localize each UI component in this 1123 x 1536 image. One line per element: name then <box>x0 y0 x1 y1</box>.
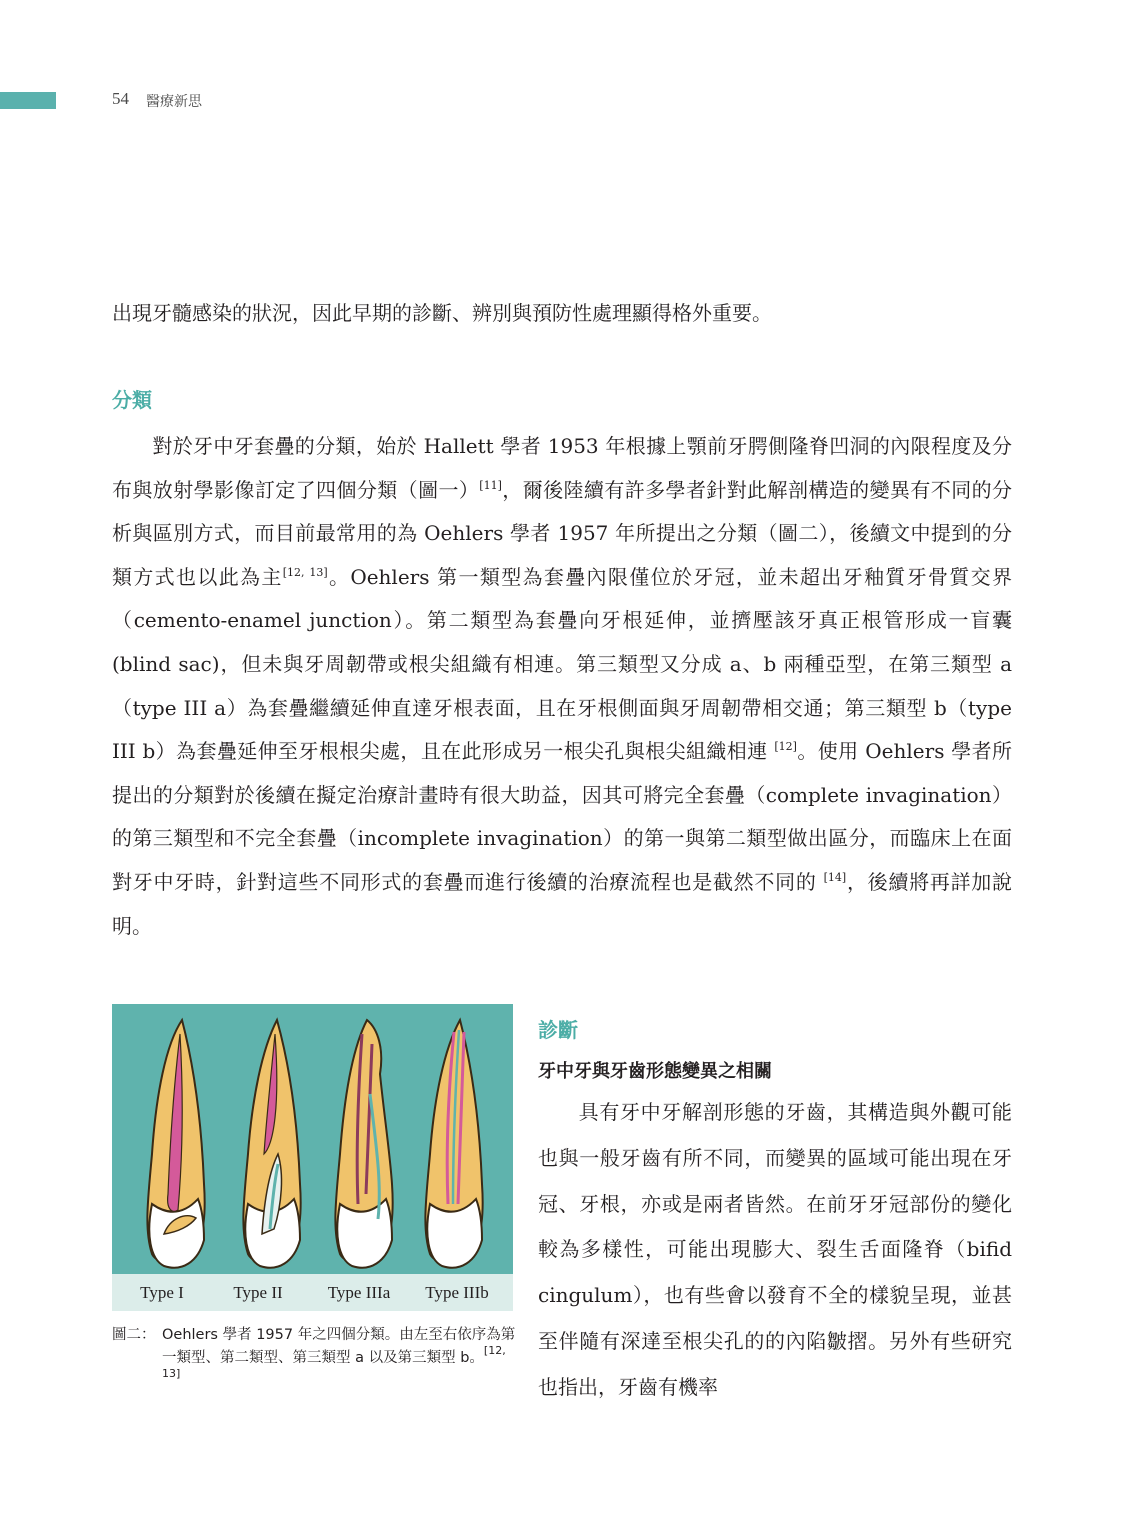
caption-text: Oehlers 學者 1957 年之四個分類。由左至右依序為第一類型、第二類型、第三類型 a 以及第三類型 b。 <box>162 1327 516 1366</box>
classification-paragraph <box>112 425 1012 948</box>
figure-label-type-3a: Type IIIa <box>327 1283 391 1302</box>
figure-label-type-3b: Type IIIb <box>425 1283 489 1302</box>
caption-label: 圖二： <box>112 1327 156 1343</box>
paragraph-text: 具有牙中牙解剖形態的牙齒，其構造與外觀可能也與一般牙齒有所不同，而變異的區域可能出現在牙冠、牙根，亦或是兩者皆然。在前牙牙冠部份的變化較為多樣性，可能出現膨大、裂生舌面隆脊（bifid cingulum），也有些會以發育不全的樣貌呈現，並甚至伴隨有深達至根尖孔的的內陷皺摺。另外有些研究也指出，牙齒有機率 <box>538 1100 1012 1399</box>
section-heading-classification: 分類 <box>112 388 152 412</box>
section-heading-diagnosis: 診斷 <box>538 1018 578 1042</box>
citation: [12, 13] <box>162 1344 506 1380</box>
figure-label-type-2: Type II <box>233 1283 283 1302</box>
figure-oehlers-types <box>112 1004 513 1311</box>
citation: [11] <box>479 478 502 492</box>
paragraph-text: 對於牙中牙套疊的分類，始於 Hallett 學者 1953 年根據上顎前牙腭側隆脊凹洞的內限程度及分布與放射學影像訂定了四個分類（圖一） <box>112 434 1012 502</box>
citation: [12, 13] <box>282 565 328 579</box>
continuation-paragraph: 出現牙髓感染的狀況，因此早期的診斷、辨別與預防性處理顯得格外重要。 <box>112 301 772 325</box>
citation: [12] <box>774 740 797 754</box>
running-title: 醫療新思 <box>146 94 202 110</box>
diagnosis-paragraph <box>538 1090 1012 1411</box>
figure-label-type-1: Type I <box>140 1283 184 1302</box>
citation: [14] <box>823 870 847 884</box>
subheading: 牙中牙與牙齒形態變異之相關 <box>538 1061 772 1082</box>
page-number: 54 <box>112 89 129 108</box>
header-accent-bar <box>0 92 56 109</box>
paragraph-text: 。Oehlers 第一類型為套疊內限僅位於牙冠，並未超出牙釉質牙骨質交界（cemento-enamel junction）。第二類型為套疊向牙根延伸，並擠壓該牙真正根管形成一盲囊 (blind sac)，但未與牙周韌帶或根尖組織有相連。第三類型又分成 a、b 兩種亞型，在第三類型 a（type III a）為套疊繼續延伸直達牙根表面，且在牙根側面與牙周韌帶相交通；第三類型 b（type III b）為套疊延伸至牙根根尖處，且在此形成另一根尖孔與根尖組織相連 <box>112 564 1013 764</box>
paragraph-text: ，爾後陸續有許多學者針對此解剖構造的變異有不同的分析與區別方式，而目前最常用的為 Oehlers 學者 1957 年所提出之分類（圖二），後續文中提到的分類方式也以此為主 <box>112 477 1013 589</box>
paragraph-text: ，後續將再詳加說明。 <box>112 869 1013 938</box>
paragraph-text: 。使用 Oehlers 學者所提出的分類對於後續在擬定治療計畫時有很大助益，因其可將完全套疊（complete invagination）的第三類型和不完全套疊（incomplete invagination）的第一與第二類型做出區分，而臨床上在面對牙中牙時，針對這些不同形式的套疊而進行後續的治療流程也是截然不同的 <box>112 739 1013 894</box>
figure-caption <box>112 1324 516 1393</box>
